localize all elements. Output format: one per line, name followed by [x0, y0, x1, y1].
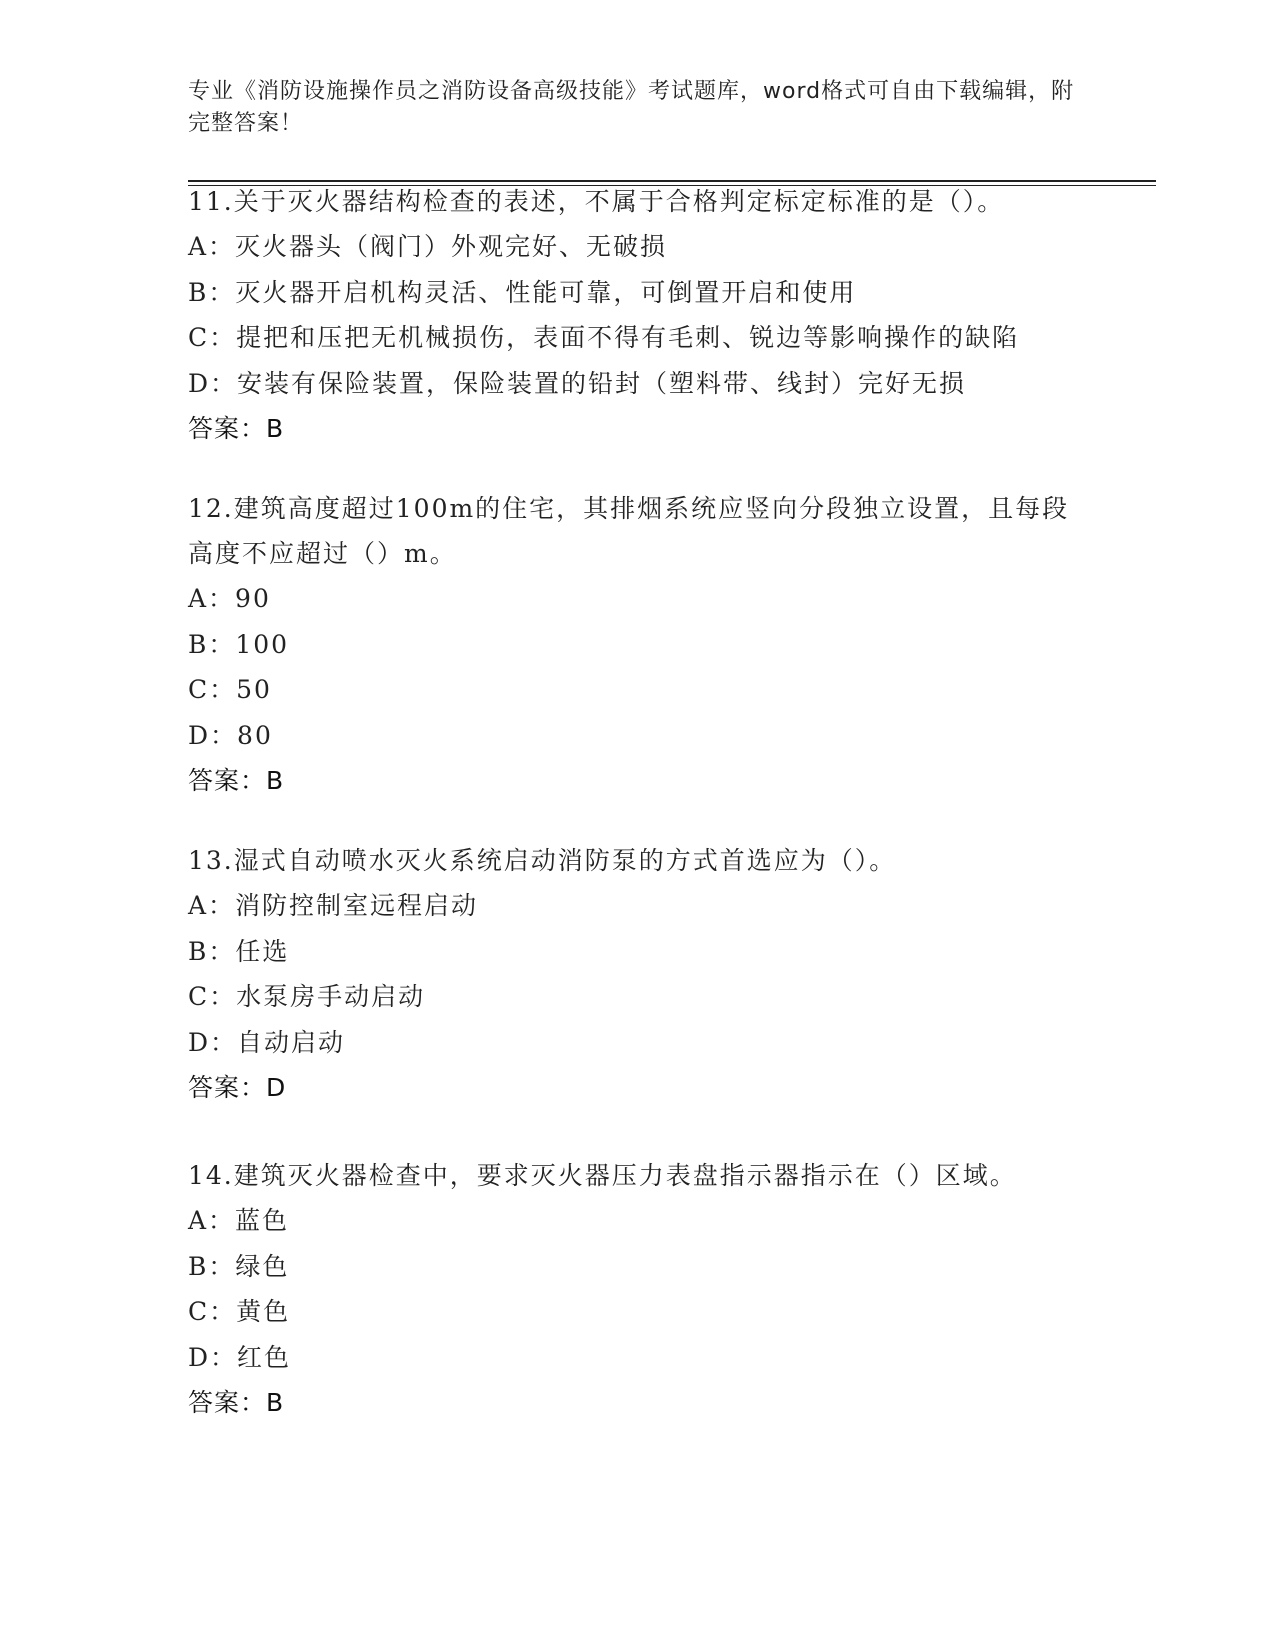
- option-a: A：90: [188, 584, 271, 613]
- option-a: A：蓝色: [188, 1206, 290, 1235]
- question-stem: 12.建筑高度超过100m的住宅，其排烟系统应竖向分段独立设置，且每段高度不应超过（）m。: [188, 494, 1070, 568]
- question-14: [188, 1153, 1088, 1425]
- option-c: C：黄色: [188, 1297, 291, 1326]
- option-b: B：任选: [188, 936, 290, 966]
- option-d: D：自动启动: [188, 1027, 346, 1057]
- option-b: B：绿色: [188, 1251, 290, 1281]
- option-b: B：灭火器开启机构灵活、性能可靠，可倒置开启和使用: [188, 277, 857, 307]
- question-stem: 11.关于灭火器结构检查的表述，不属于合格判定标定标准的是（）。: [188, 187, 1005, 216]
- answer-label: 答案：B: [188, 766, 285, 795]
- option-d: D：红色: [188, 1342, 292, 1372]
- question-stem: 13.湿式自动喷水灭火系统启动消防泵的方式首选应为（）。: [188, 846, 897, 875]
- question-stem: 14.建筑灭火器检查中，要求灭火器压力表盘指示器指示在（）区域。: [188, 1161, 1017, 1190]
- question-12: [188, 486, 1088, 803]
- option-c: C：水泵房手动启动: [188, 982, 426, 1011]
- answer-label: 答案：B: [188, 1388, 285, 1417]
- answer-label: 答案：B: [188, 414, 285, 443]
- option-d: D：安装有保险装置，保险装置的铅封（塑料带、线封）完好无损: [188, 368, 967, 398]
- option-a: A：消防控制室远程启动: [188, 891, 479, 920]
- option-c: C：50: [188, 675, 272, 704]
- answer-label: 答案：D: [188, 1073, 287, 1102]
- option-a: A：灭火器头（阀门）外观完好、无破损: [188, 232, 668, 261]
- question-11: [188, 179, 1088, 451]
- option-c: C：提把和压把无机械损伤，表面不得有毛刺、锐边等影响操作的缺陷: [188, 323, 1020, 352]
- option-b: B：100: [188, 629, 290, 659]
- document-header: 专业《消防设施操作员之消防设备高级技能》考试题库，word格式可自由下载编辑，附完整答案！: [188, 79, 1075, 136]
- option-d: D：80: [188, 720, 273, 750]
- question-13: [188, 838, 1088, 1110]
